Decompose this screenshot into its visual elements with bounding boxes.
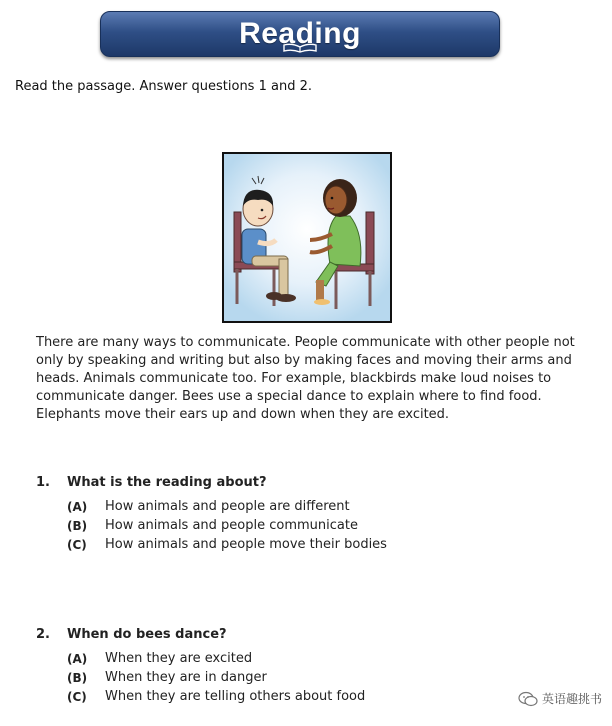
- question-1: [36, 475, 576, 554]
- answer-option[interactable]: [67, 649, 576, 668]
- option-letter: (A): [67, 651, 88, 666]
- option-letter: (B): [67, 670, 88, 685]
- watermark: [518, 690, 602, 707]
- question-2: [36, 627, 576, 706]
- answer-option[interactable]: [67, 535, 576, 554]
- option-letter: (C): [67, 689, 87, 704]
- question-text: When do bees dance?: [67, 627, 227, 642]
- answer-option[interactable]: [67, 668, 576, 687]
- question-number: 2.: [36, 627, 50, 642]
- answer-option[interactable]: [67, 497, 576, 516]
- option-text: How animals and people are different: [105, 499, 350, 514]
- option-text: When they are telling others about food: [105, 689, 366, 704]
- option-text: When they are in danger: [105, 670, 267, 685]
- option-text: When they are excited: [105, 651, 253, 666]
- wechat-icon: [518, 691, 538, 707]
- open-book-icon: [282, 43, 318, 53]
- illustration-two-people-talking: [222, 152, 392, 323]
- option-letter: (B): [67, 518, 88, 533]
- answer-option[interactable]: [67, 687, 576, 706]
- instruction-text: Read the passage. Answer questions 1 and 2.: [15, 79, 312, 94]
- option-text: How animals and people communicate: [105, 518, 358, 533]
- title-banner: [100, 11, 500, 57]
- question-number: 1.: [36, 475, 50, 490]
- watermark-text: 英语趣挑书: [541, 692, 602, 706]
- option-letter: (A): [67, 499, 88, 514]
- question-text: What is the reading about?: [67, 475, 267, 490]
- answer-option[interactable]: [67, 516, 576, 535]
- page-title: Reading: [239, 17, 361, 50]
- conversation-illustration: [224, 154, 390, 321]
- option-text: How animals and people move their bodies: [105, 537, 387, 552]
- option-letter: (C): [67, 537, 87, 552]
- reading-passage: There are many ways to communicate. People communicate with other people not only by speaking and writing but also by making faces and moving their arms and heads. Animals communicate too. For example, blackbirds make loud noises to communicate danger. Bees use a special dance to explain where to find food. Elephants move their ears up and down when they are excited.: [36, 335, 575, 422]
